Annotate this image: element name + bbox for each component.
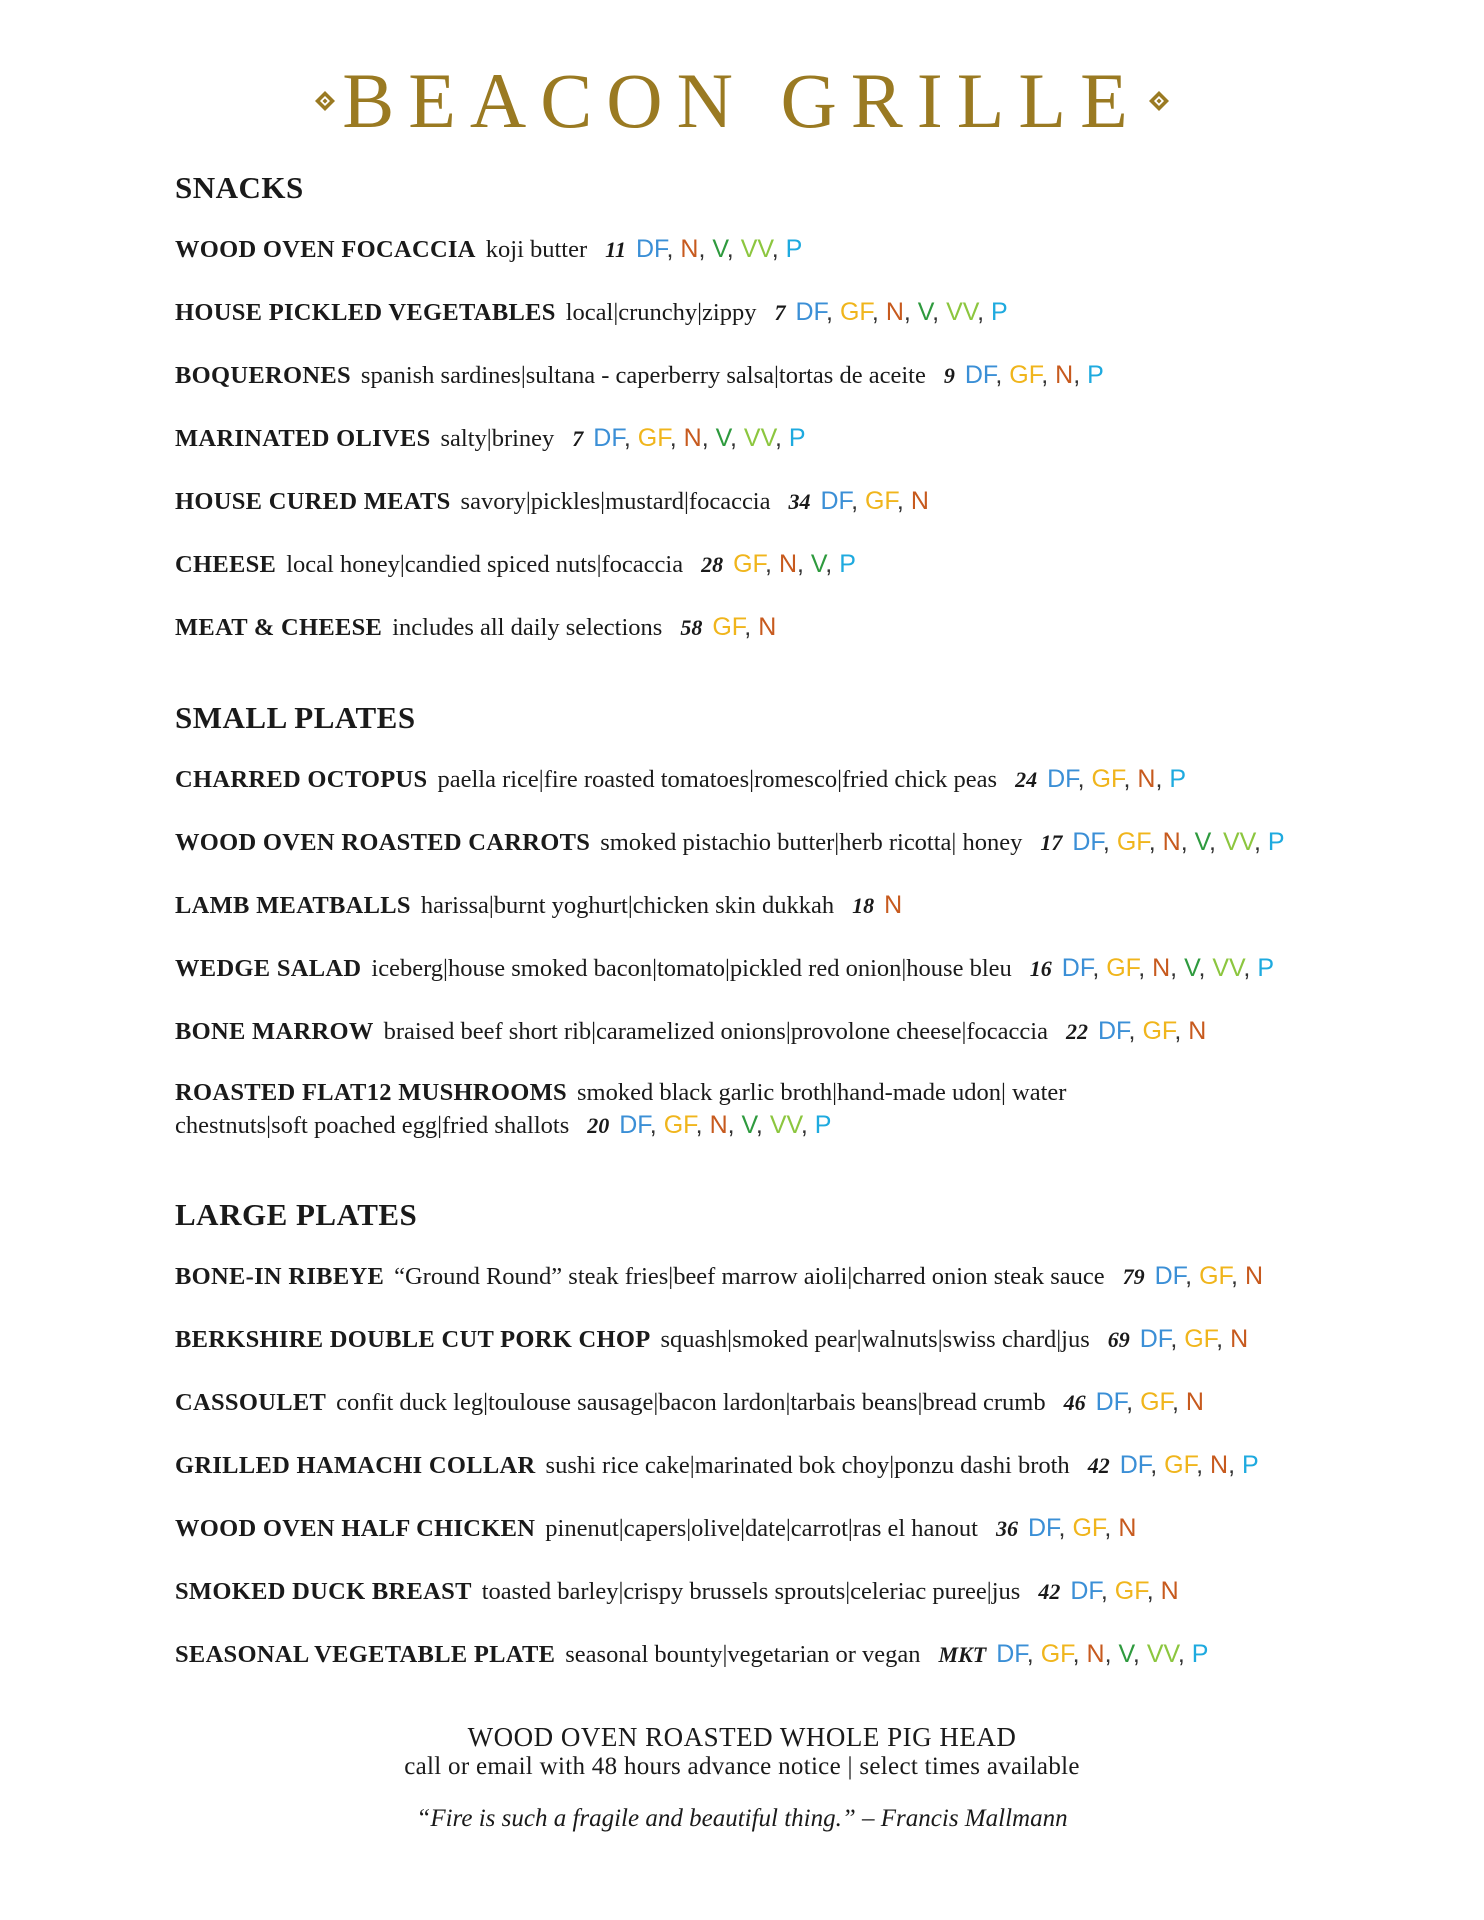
menu-item bbox=[175, 610, 1435, 645]
dietary-tag: V bbox=[741, 1111, 756, 1139]
dietary-tag: N bbox=[683, 424, 702, 452]
dietary-tag: GF bbox=[637, 424, 670, 452]
item-description: confit duck leg|toulouse sausage|bacon lardon|tarbais beans|bread crumb bbox=[336, 1389, 1046, 1416]
item-description: local honey|candied spiced nuts|focaccia bbox=[286, 551, 684, 578]
dietary-tag: N bbox=[1185, 1388, 1204, 1416]
item-description: iceberg|house smoked bacon|tomato|pickled red onion|house bleu bbox=[371, 955, 1012, 982]
dietary-tag: VV bbox=[743, 424, 775, 452]
item-name: WOOD OVEN ROASTED CARROTS bbox=[175, 829, 591, 856]
item-description: toasted barley|crispy brussels sprouts|celeriac puree|jus bbox=[481, 1578, 1021, 1605]
dietary-tag: GF bbox=[1106, 954, 1139, 982]
item-description: local|crunchy|zippy bbox=[565, 299, 757, 326]
dietary-tag: V bbox=[810, 550, 826, 578]
dietary-tag: DF bbox=[795, 298, 827, 326]
item-name: CHARRED OCTOPUS bbox=[175, 766, 428, 793]
item-description: koji butter bbox=[485, 236, 588, 263]
dietary-tags: DF, GF, N, P bbox=[964, 361, 1104, 389]
item-price: 28 bbox=[701, 552, 724, 577]
dietary-tag: DF bbox=[964, 361, 996, 389]
dietary-tag: GF bbox=[1072, 1514, 1105, 1542]
dietary-tag: N bbox=[1162, 828, 1181, 856]
dietary-tag: N bbox=[1152, 954, 1171, 982]
item-price: 17 bbox=[1040, 830, 1063, 855]
dietary-tag: N bbox=[1160, 1577, 1179, 1605]
item-description: pinenut|capers|olive|date|carrot|ras el hanout bbox=[545, 1515, 978, 1542]
item-price: 7 bbox=[572, 426, 584, 451]
dietary-tag: DF bbox=[1027, 1514, 1059, 1542]
dietary-tag: V bbox=[917, 298, 933, 326]
dietary-tag: N bbox=[758, 613, 777, 641]
dietary-tag: P bbox=[1257, 954, 1275, 982]
item-price: 58 bbox=[680, 615, 703, 640]
item-price: 79 bbox=[1122, 1264, 1145, 1289]
dietary-tag: P bbox=[788, 424, 806, 452]
dietary-tag: DF bbox=[1072, 828, 1103, 856]
menu-item bbox=[175, 1637, 1435, 1672]
item-name: WOOD OVEN FOCACCIA bbox=[175, 236, 476, 263]
dietary-tag: DF bbox=[1061, 954, 1093, 982]
item-name: BERKSHIRE DOUBLE CUT PORK CHOP bbox=[175, 1326, 651, 1353]
dietary-tag: DF bbox=[996, 1640, 1027, 1668]
title-text: BEACON GRILLE bbox=[342, 57, 1142, 144]
dietary-tag: N bbox=[1118, 1514, 1137, 1542]
dietary-tag: DF bbox=[1095, 1388, 1127, 1416]
dietary-tag: P bbox=[1087, 361, 1104, 389]
menu-item bbox=[175, 1259, 1435, 1294]
dietary-tag: P bbox=[839, 550, 856, 578]
menu-item bbox=[175, 825, 1435, 860]
item-name: SMOKED DUCK BREAST bbox=[175, 1578, 472, 1605]
dietary-tag: GF bbox=[1142, 1017, 1175, 1045]
dietary-tag: VV bbox=[1222, 828, 1254, 856]
feature-item: WOOD OVEN ROASTED WHOLE PIG HEAD bbox=[467, 1722, 1017, 1752]
dietary-tag: GF bbox=[864, 487, 897, 515]
menu-item bbox=[175, 888, 1435, 923]
item-name: LAMB MEATBALLS bbox=[175, 892, 411, 919]
menu-item bbox=[175, 762, 1435, 797]
dietary-tags: DF, GF, N bbox=[1070, 1577, 1179, 1605]
dietary-tag: N bbox=[910, 487, 929, 515]
dietary-tags: DF, GF, N, V, VV, P bbox=[795, 298, 1008, 326]
dietary-tags: DF, GF, N, V, VV, P bbox=[1072, 828, 1285, 856]
dietary-tags: GF, N, V, P bbox=[733, 550, 856, 578]
dietary-tag: P bbox=[991, 298, 1008, 326]
dietary-tag: V bbox=[712, 235, 727, 263]
dietary-tag: N bbox=[1137, 765, 1156, 793]
dietary-tag: DF bbox=[1047, 765, 1078, 793]
dietary-tag: GF bbox=[839, 298, 872, 326]
section-heading: SNACKS bbox=[175, 170, 304, 205]
dietary-tags: DF, GF, N bbox=[820, 487, 929, 515]
dietary-tag: N bbox=[884, 891, 903, 919]
item-name: BONE-IN RIBEYE bbox=[175, 1263, 385, 1290]
dietary-tag: P bbox=[785, 235, 803, 263]
item-name: HOUSE CURED MEATS bbox=[175, 488, 451, 515]
menu-item bbox=[175, 1322, 1435, 1357]
dietary-tag: P bbox=[1241, 1451, 1259, 1479]
dietary-tags: DF, GF, N, P bbox=[1047, 765, 1187, 793]
menu-item bbox=[175, 484, 1435, 519]
section-large-plates bbox=[175, 1197, 1435, 1700]
dietary-tag: GF bbox=[1091, 765, 1124, 793]
item-price: 9 bbox=[943, 363, 955, 388]
dietary-tag: VV bbox=[946, 298, 978, 326]
item-price: 34 bbox=[788, 489, 811, 514]
item-description: “Ground Round” steak fries|beef marrow aioli|charred onion steak sauce bbox=[394, 1263, 1105, 1290]
item-description: salty|briney bbox=[440, 425, 555, 452]
dietary-tag: N bbox=[1188, 1017, 1207, 1045]
dietary-tag: V bbox=[1194, 828, 1210, 856]
menu-item bbox=[175, 358, 1435, 393]
dietary-tag: DF bbox=[593, 424, 624, 452]
item-price: 36 bbox=[995, 1516, 1018, 1541]
dietary-tags: DF, GF, N, V, VV, P bbox=[996, 1640, 1209, 1668]
menu-item bbox=[175, 1574, 1435, 1609]
section-snacks bbox=[175, 170, 1435, 673]
item-price: 42 bbox=[1038, 1579, 1061, 1604]
menu-item bbox=[175, 1385, 1435, 1420]
dietary-tags: DF, GF, N, V, VV, P bbox=[1061, 954, 1275, 982]
footer bbox=[0, 1722, 1484, 1833]
menu-item bbox=[175, 1077, 1175, 1142]
dietary-tag: GF bbox=[663, 1111, 696, 1139]
dietary-tag: V bbox=[1184, 954, 1199, 982]
feature-note: call or email with 48 hours advance notice | select times available bbox=[404, 1753, 1080, 1780]
dietary-tag: DF bbox=[1070, 1577, 1101, 1605]
dietary-tags: DF, GF, N bbox=[1139, 1325, 1249, 1353]
dietary-tags: DF, GF, N bbox=[1154, 1262, 1263, 1290]
dietary-tags: DF, GF, N, V, VV, P bbox=[593, 424, 806, 452]
item-description: harissa|burnt yoghurt|chicken skin dukkah bbox=[420, 892, 835, 919]
item-description: includes all daily selections bbox=[392, 614, 663, 641]
diamond-ornament-icon bbox=[314, 90, 336, 112]
dietary-tag: DF bbox=[1097, 1017, 1129, 1045]
item-description: spanish sardines|sultana - caperberry salsa|tortas de aceite bbox=[360, 362, 926, 389]
item-price: 22 bbox=[1065, 1019, 1088, 1044]
dietary-tag: GF bbox=[1009, 361, 1042, 389]
dietary-tags: DF, GF, N bbox=[1027, 1514, 1137, 1542]
dietary-tags: DF, N, V, VV, P bbox=[635, 235, 803, 263]
dietary-tag: N bbox=[1244, 1262, 1263, 1290]
item-description: paella rice|fire roasted tomatoes|romesco|fried chick peas bbox=[437, 766, 998, 793]
section-heading: SMALL PLATES bbox=[175, 700, 416, 735]
item-name: SEASONAL VEGETABLE PLATE bbox=[175, 1641, 556, 1668]
dietary-tag: N bbox=[1230, 1325, 1249, 1353]
dietary-tag: N bbox=[1055, 361, 1074, 389]
dietary-tags: DF, GF, N, V, VV, P bbox=[619, 1111, 832, 1139]
dietary-tag: VV bbox=[1146, 1640, 1178, 1668]
item-name: HOUSE PICKLED VEGETABLES bbox=[175, 299, 556, 326]
restaurant-title bbox=[0, 57, 1484, 144]
item-price: 7 bbox=[774, 300, 786, 325]
dietary-tag: N bbox=[778, 550, 797, 578]
item-price: 46 bbox=[1063, 1390, 1086, 1415]
section-small-plates bbox=[175, 700, 1435, 1170]
dietary-tag: N bbox=[1086, 1640, 1105, 1668]
dietary-tag: DF bbox=[1119, 1451, 1151, 1479]
dietary-tag: VV bbox=[769, 1111, 801, 1139]
dietary-tag: DF bbox=[1154, 1262, 1186, 1290]
item-price: 42 bbox=[1087, 1453, 1110, 1478]
menu-item bbox=[175, 547, 1435, 582]
dietary-tag: GF bbox=[1040, 1640, 1073, 1668]
dietary-tag: GF bbox=[1116, 828, 1149, 856]
dietary-tag: P bbox=[1169, 765, 1187, 793]
item-name: CASSOULET bbox=[175, 1389, 327, 1416]
dietary-tag: N bbox=[680, 235, 699, 263]
dietary-tag: P bbox=[1191, 1640, 1209, 1668]
dietary-tag: N bbox=[885, 298, 904, 326]
dietary-tags: DF, GF, N bbox=[1097, 1017, 1207, 1045]
item-price: 24 bbox=[1015, 767, 1038, 792]
dietary-tag: P bbox=[1267, 828, 1285, 856]
diamond-ornament-icon bbox=[1148, 90, 1170, 112]
menu-item bbox=[175, 295, 1435, 330]
dietary-tag: N bbox=[1210, 1451, 1229, 1479]
item-description: braised beef short rib|caramelized onions|provolone cheese|focaccia bbox=[383, 1018, 1048, 1045]
dietary-tag: N bbox=[709, 1111, 728, 1139]
item-price: 18 bbox=[852, 893, 875, 918]
item-name: BOQUERONES bbox=[175, 362, 351, 389]
dietary-tag: V bbox=[1118, 1640, 1133, 1668]
item-name: CHEESE bbox=[175, 551, 277, 578]
dietary-tag: P bbox=[814, 1111, 832, 1139]
menu-item bbox=[175, 1014, 1435, 1049]
item-description: squash|smoked pear|walnuts|swiss chard|jus bbox=[660, 1326, 1090, 1353]
item-price: 20 bbox=[587, 1113, 610, 1138]
dietary-tag: VV bbox=[740, 235, 772, 263]
menu-item bbox=[175, 951, 1435, 986]
menu-item bbox=[175, 1511, 1435, 1546]
item-price: 11 bbox=[605, 237, 626, 262]
dietary-tag: DF bbox=[1139, 1325, 1171, 1353]
dietary-tag: GF bbox=[733, 550, 766, 578]
dietary-tag: DF bbox=[635, 235, 667, 263]
item-description: seasonal bounty|vegetarian or vegan bbox=[565, 1641, 921, 1668]
section-heading: LARGE PLATES bbox=[175, 1197, 418, 1232]
menu-item bbox=[175, 421, 1435, 456]
item-name: GRILLED HAMACHI COLLAR bbox=[175, 1452, 536, 1479]
dietary-tag: GF bbox=[1114, 1577, 1147, 1605]
item-name: WEDGE SALAD bbox=[175, 955, 362, 982]
item-description: sushi rice cake|marinated bok choy|ponzu dashi broth bbox=[545, 1452, 1070, 1479]
item-price: 69 bbox=[1107, 1327, 1130, 1352]
dietary-tag: GF bbox=[1164, 1451, 1197, 1479]
dietary-tag: VV bbox=[1212, 954, 1244, 982]
dietary-tag: GF bbox=[1140, 1388, 1173, 1416]
item-name: MARINATED OLIVES bbox=[175, 425, 431, 452]
item-description: smoked black garlic broth|hand-made udon| water chestnuts|soft poached egg|fried shallots bbox=[175, 1079, 1067, 1139]
item-name: ROASTED FLAT12 MUSHROOMS bbox=[175, 1079, 567, 1106]
item-description: savory|pickles|mustard|focaccia bbox=[460, 488, 771, 515]
dietary-tag: GF bbox=[1199, 1262, 1232, 1290]
quote: “Fire is such a fragile and beautiful thing.” – Francis Mallmann bbox=[416, 1805, 1068, 1832]
dietary-tags: GF, N bbox=[712, 613, 777, 641]
item-price: 16 bbox=[1029, 956, 1052, 981]
menu-item bbox=[175, 232, 1435, 267]
item-name: BONE MARROW bbox=[175, 1018, 374, 1045]
dietary-tag: V bbox=[715, 424, 730, 452]
item-description: smoked pistachio butter|herb ricotta| honey bbox=[600, 829, 1023, 856]
item-name: WOOD OVEN HALF CHICKEN bbox=[175, 1515, 536, 1542]
item-price: MKT bbox=[938, 1642, 987, 1667]
menu-item bbox=[175, 1448, 1435, 1483]
dietary-tags bbox=[884, 891, 902, 919]
dietary-tags: DF, GF, N, P bbox=[1119, 1451, 1259, 1479]
dietary-tags: DF, GF, N bbox=[1095, 1388, 1204, 1416]
item-name: MEAT & CHEESE bbox=[175, 614, 383, 641]
dietary-tag: GF bbox=[712, 613, 745, 641]
dietary-tag: GF bbox=[1184, 1325, 1217, 1353]
dietary-tag: DF bbox=[619, 1111, 650, 1139]
dietary-tag: DF bbox=[820, 487, 852, 515]
